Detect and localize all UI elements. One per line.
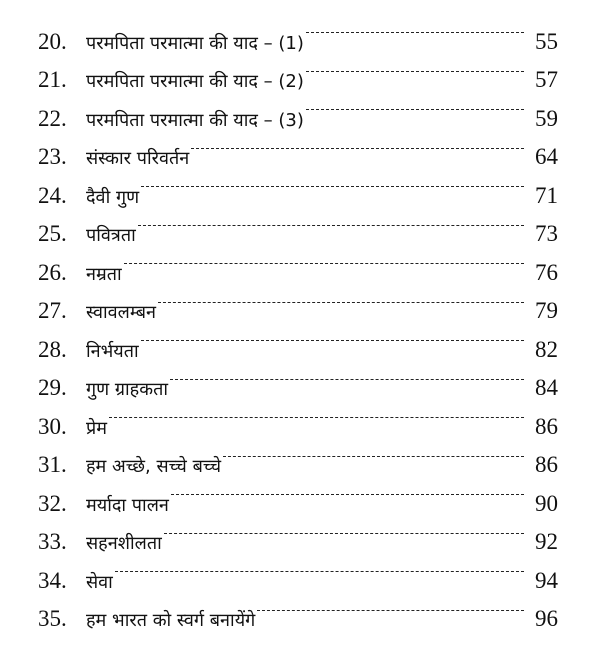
entry-number: 30. [38, 413, 67, 439]
dotted-leader [170, 357, 524, 396]
entry-page-number: 79 [535, 298, 558, 323]
entry-title: सहनशीलता [86, 533, 162, 554]
entry-title: प्रेम [86, 417, 108, 439]
dotted-leader [171, 472, 524, 511]
dotted-leader [124, 241, 524, 280]
dotted-leader [257, 588, 524, 627]
entry-number: 27. [38, 298, 67, 323]
entry-number: 23. [38, 144, 67, 169]
entry-title: स्वावलम्बन [86, 302, 157, 323]
entry-title: संस्कार परिवर्तन [86, 148, 190, 169]
entry-title: हम अच्छे, सच्चे बच्चे [86, 456, 222, 477]
entry-number: 20. [38, 28, 67, 54]
table-of-contents [38, 10, 558, 631]
entry-page-number: 55 [535, 28, 558, 54]
entry-page-number: 86 [535, 452, 558, 477]
entry-number: 26. [38, 259, 67, 285]
entry-number: 34. [38, 567, 67, 593]
entry-number: 31. [38, 452, 67, 477]
dotted-leader [306, 87, 524, 126]
dotted-leader [306, 10, 524, 49]
entry-title: हम भारत को स्वर्ग बनायेंगे [86, 610, 256, 631]
entry-page-number: 84 [535, 375, 558, 400]
entry-number: 32. [38, 490, 67, 516]
dotted-leader [109, 395, 524, 434]
entry-title: पवित्रता [86, 225, 136, 246]
dotted-leader [223, 434, 524, 473]
entry-title: दैवी गुण [86, 186, 140, 208]
toc-entry [38, 395, 558, 439]
entry-page-number: 82 [535, 336, 558, 362]
toc-entry [38, 10, 558, 54]
entry-title: सेवा [86, 571, 113, 593]
toc-entry [38, 588, 558, 631]
entry-page-number: 71 [535, 182, 558, 208]
entry-title: नम्रता [86, 263, 122, 285]
dotted-leader [115, 549, 524, 588]
entry-page-number: 86 [535, 413, 558, 439]
entry-page-number: 96 [535, 606, 558, 631]
entry-number: 33. [38, 529, 67, 554]
entry-title: परमपिता परमात्मा की याद – (1) [86, 32, 304, 54]
entry-title: मर्यादा पालन [86, 494, 169, 516]
toc-entry [38, 434, 558, 477]
entry-page-number: 92 [535, 529, 558, 554]
entry-page-number: 64 [535, 144, 558, 169]
dotted-leader [164, 511, 524, 550]
dotted-leader [141, 164, 524, 203]
entry-number: 28. [38, 336, 67, 362]
entry-number: 22. [38, 105, 67, 131]
dotted-leader [141, 318, 524, 357]
entry-page-number: 57 [535, 67, 558, 92]
entry-page-number: 94 [535, 567, 558, 593]
entry-page-number: 73 [535, 221, 558, 246]
dotted-leader [191, 126, 524, 165]
entry-title: निर्भयता [86, 340, 139, 362]
entry-number: 24. [38, 182, 67, 208]
entry-title: गुण ग्राहकता [86, 379, 168, 400]
dotted-leader [158, 280, 524, 319]
entry-title: परमपिता परमात्मा की याद – (3) [86, 109, 304, 131]
entry-page-number: 76 [535, 259, 558, 285]
entry-title: परमपिता परमात्मा की याद – (2) [86, 71, 304, 92]
dotted-leader [306, 49, 524, 88]
entry-number: 35. [38, 606, 67, 631]
dotted-leader [138, 203, 524, 242]
entry-number: 25. [38, 221, 67, 246]
entry-number: 21. [38, 67, 67, 92]
entry-number: 29. [38, 375, 67, 400]
entry-page-number: 90 [535, 490, 558, 516]
entry-page-number: 59 [535, 105, 558, 131]
toc-entry [38, 549, 558, 593]
